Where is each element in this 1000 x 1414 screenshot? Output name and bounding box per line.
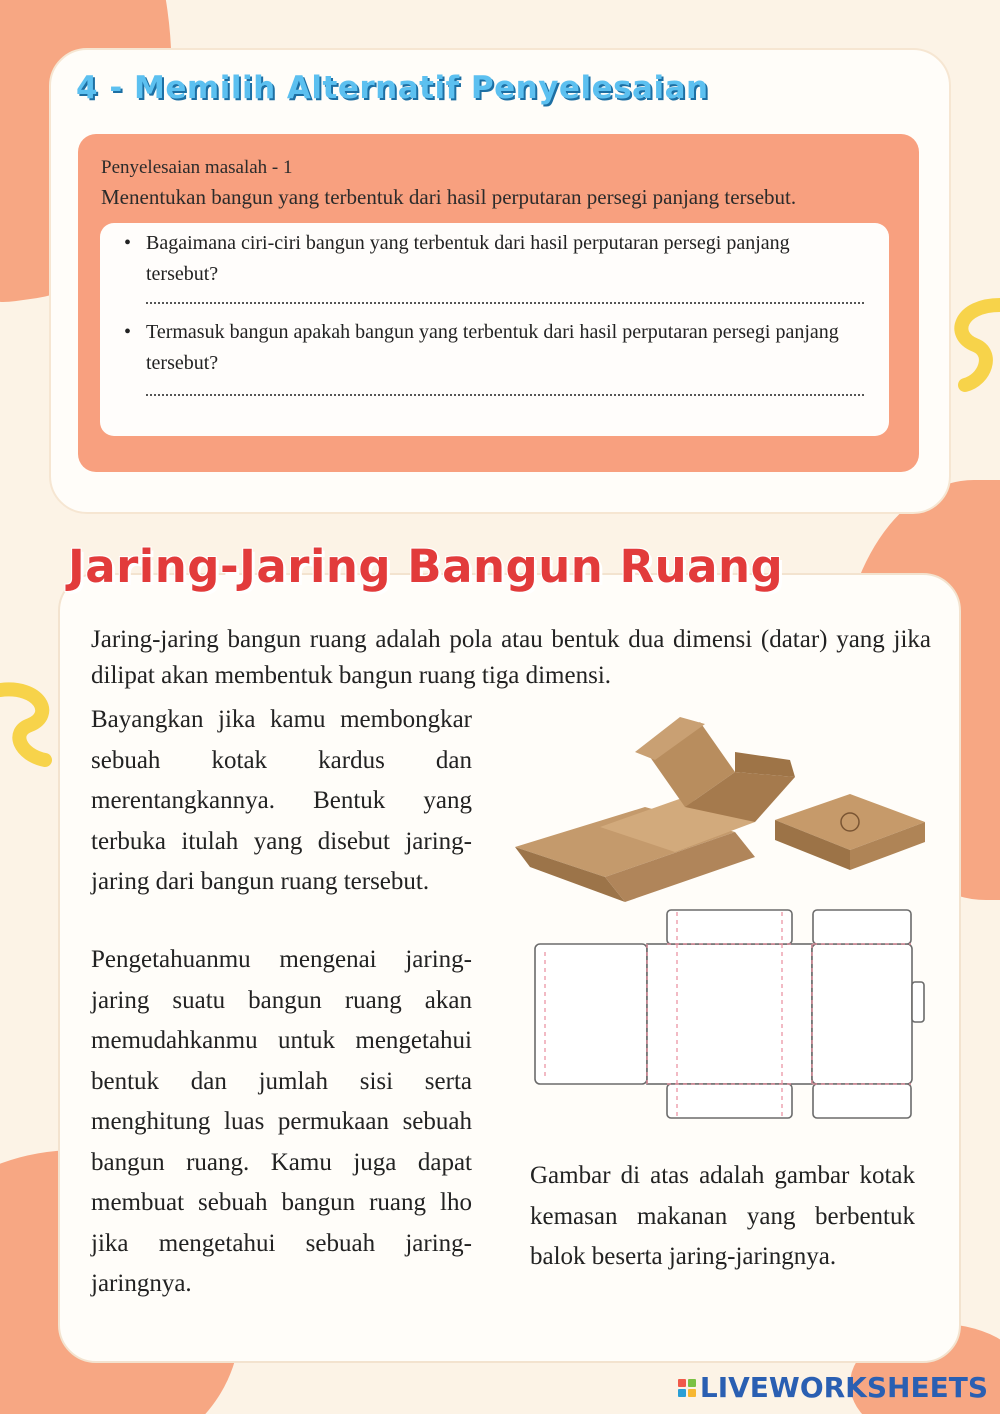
section-heading: 4 - Memilih Alternatif Penyelesaian	[76, 70, 709, 106]
liveworksheets-logo	[678, 1379, 696, 1397]
liveworksheets-watermark	[678, 1371, 988, 1404]
question-2	[124, 317, 866, 379]
article-title: Jaring-Jaring Bangun Ruang	[68, 540, 784, 593]
open-box-image	[515, 717, 795, 902]
answer-line-1[interactable]	[146, 302, 864, 304]
question-2-text: Termasuk bangun apakah bangun yang terbentuk dari hasil perputaran persegi panjang tersebut?	[146, 321, 839, 374]
question-1	[124, 228, 866, 290]
bullet: •	[124, 321, 132, 343]
article-paragraph-2: Pengetahuanmu mengenai jaring-jaring suatu bangun ruang akan memudahkanmu untuk mengetahui bentuk dan jumlah sisi serta menghitung luas permukaan sebuah bangun ruang. Kamu juga dapat membuat sebuah bangun ruang lho jika mengetahui sebuah jaring-jaringnya.	[91, 946, 472, 1297]
bullet: •	[124, 232, 132, 254]
watermark-text: LIVEWORKSHEETS	[699, 1371, 988, 1404]
closed-box-image	[775, 794, 925, 870]
box-net-diagram	[535, 910, 924, 1118]
illustration-caption: Gambar di atas adalah gambar kotak kemasan makanan yang berbentuk balok beserta jaring-jaringnya.	[530, 1162, 915, 1270]
problem-text: Menentukan bangun yang terbentuk dari hasil perputaran persegi panjang tersebut.	[101, 185, 797, 209]
article-paragraph-1: Bayangkan jika kamu membongkar sebuah kotak kardus dan merentangkannya. Bentuk yang terbuka itulah yang disebut jaring-jaring dari bangun ruang tersebut.	[91, 706, 472, 895]
article-intro: Jaring-jaring bangun ruang adalah pola atau bentuk dua dimensi (datar) yang jika dilipat akan membentuk bangun ruang tiga dimensi.	[91, 626, 931, 689]
problem-label: Penyelesaian masalah - 1	[101, 157, 293, 178]
question-1-text: Bagaimana ciri-ciri bangun yang terbentuk dari hasil perputaran persegi panjang tersebut?	[146, 232, 790, 285]
decor-swirl-left	[0, 680, 60, 770]
answer-line-2[interactable]	[146, 394, 864, 396]
box-net-illustration	[505, 712, 935, 1132]
